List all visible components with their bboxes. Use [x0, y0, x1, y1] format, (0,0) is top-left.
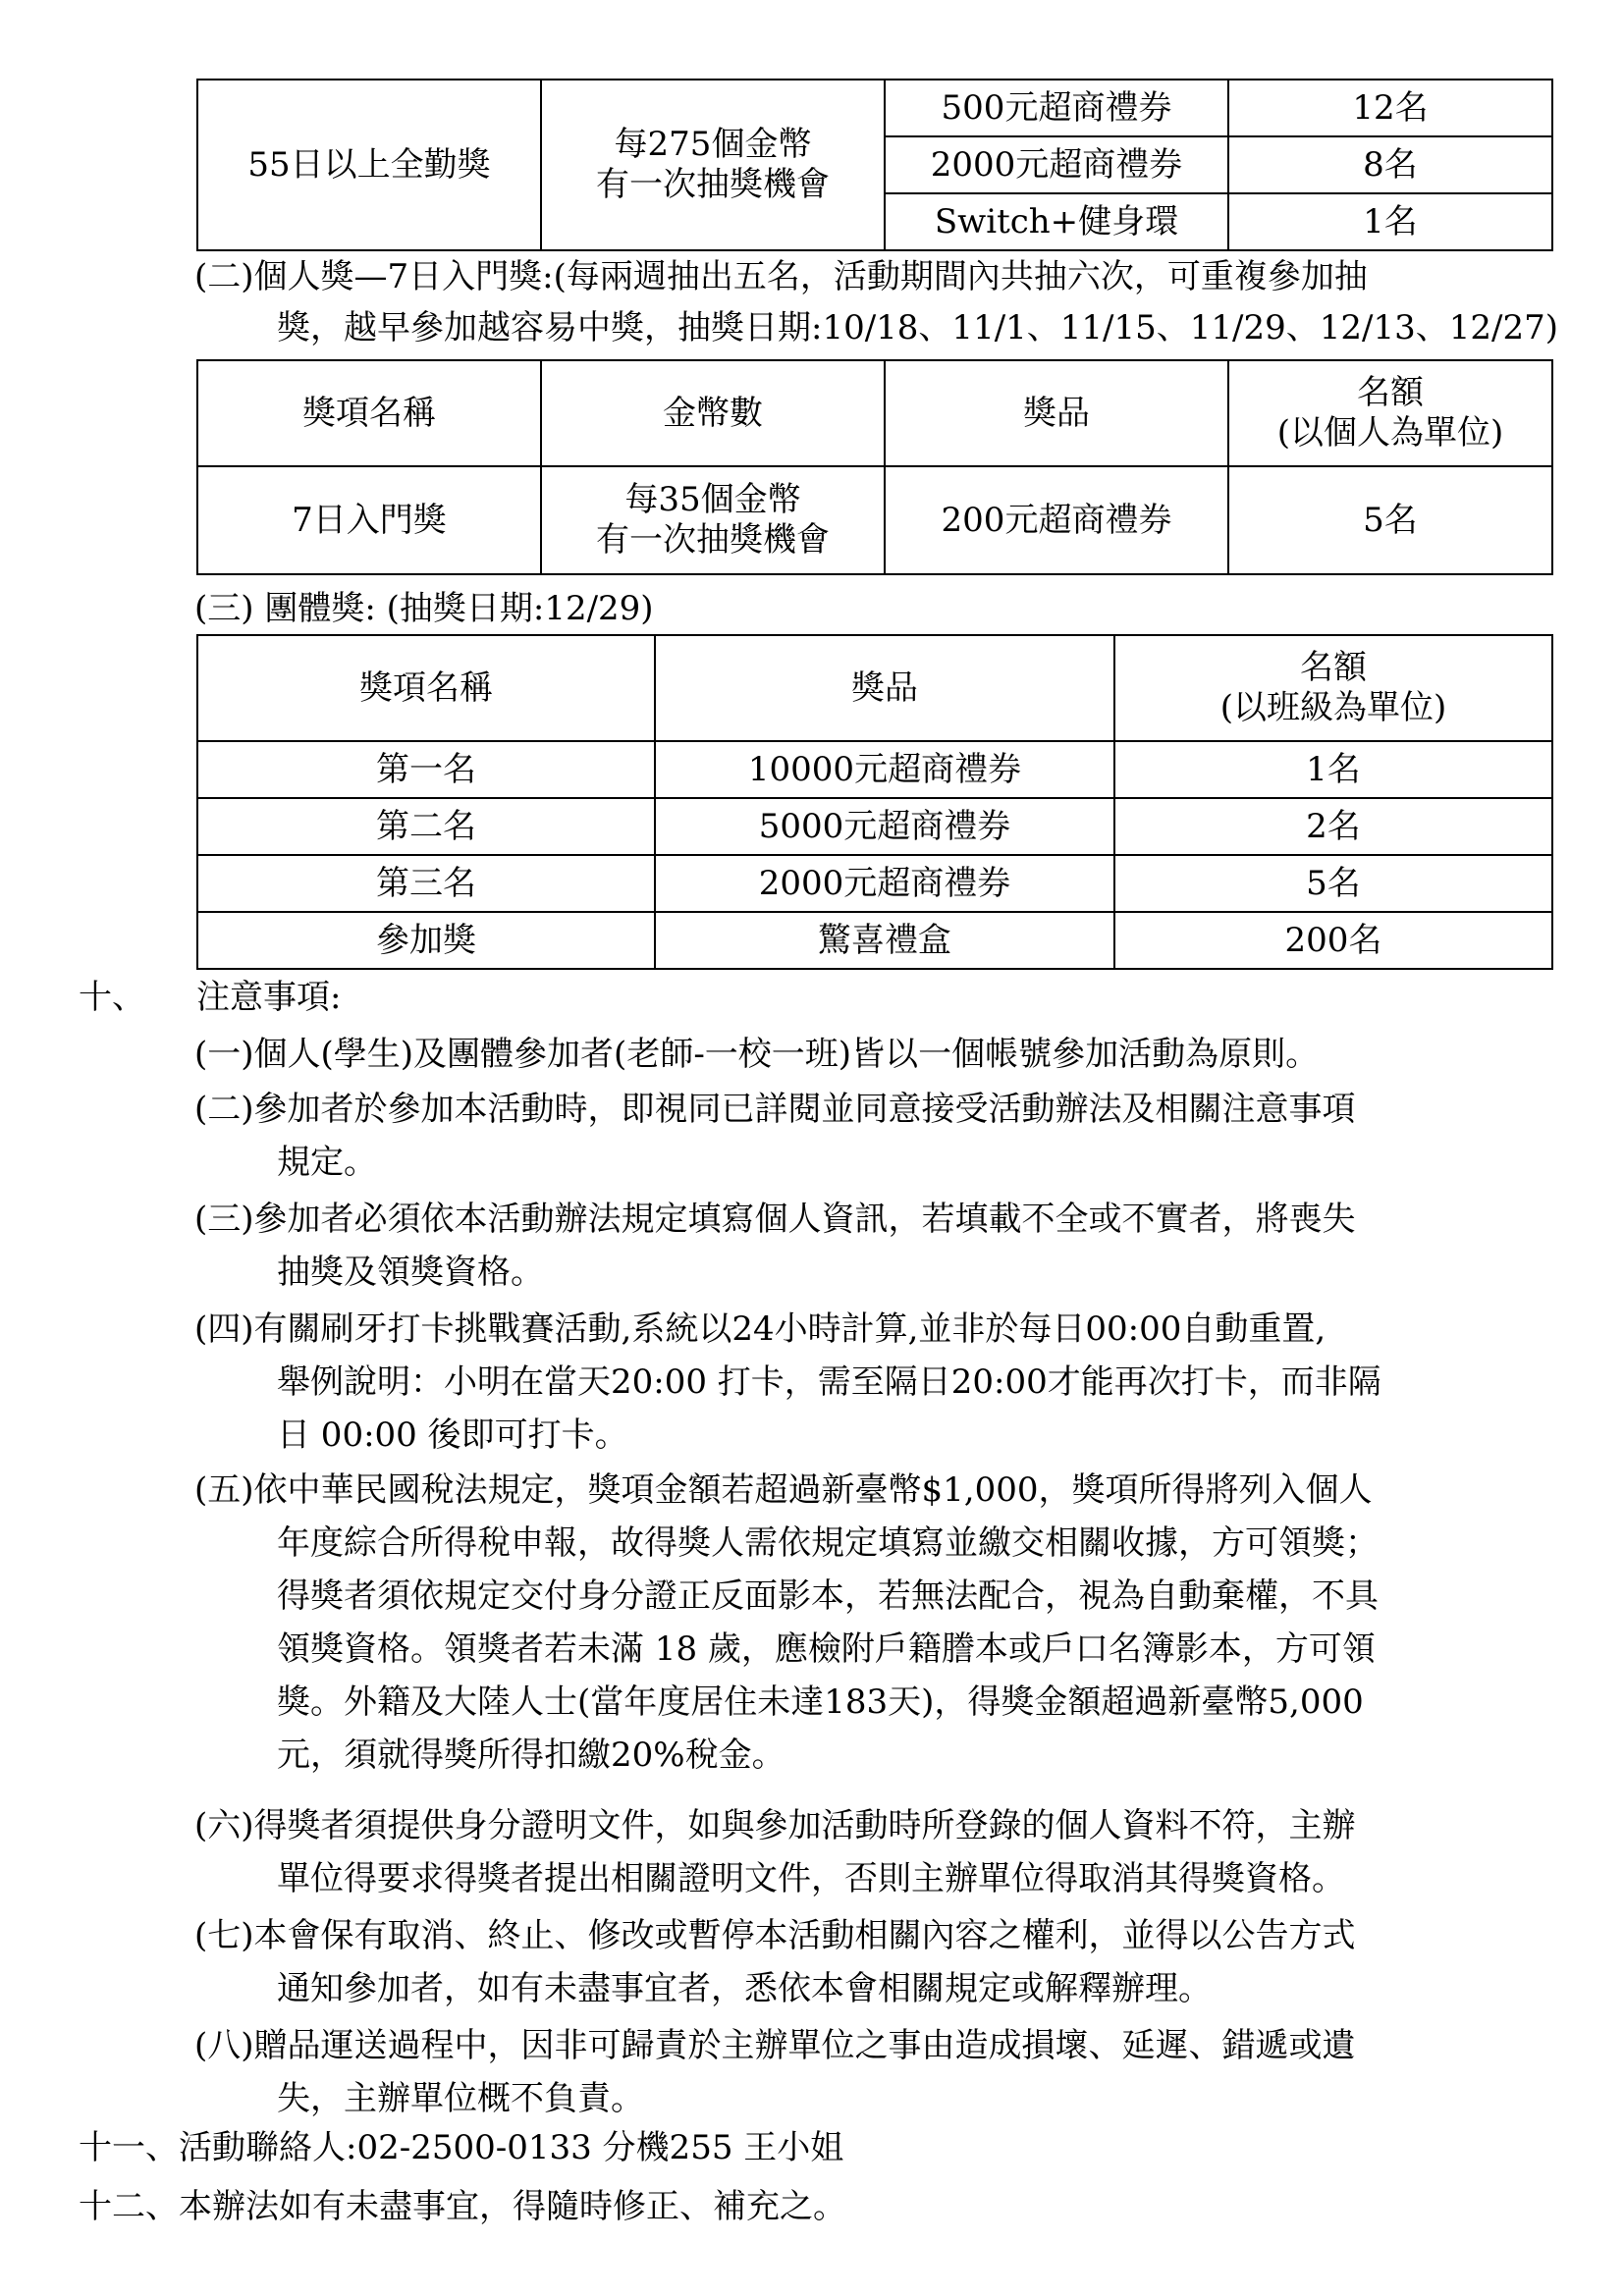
quota-cell: 12名 — [1228, 80, 1552, 136]
section-10-title: 注意事項: — [196, 978, 342, 1017]
note-item-continuation: 元，須就得獎所得扣繳20%稅金。 — [277, 1735, 785, 1775]
quota-cell: 5名 — [1228, 466, 1552, 574]
note-item-continuation: 獎。外籍及大陸人士(當年度居住未達183天)，得獎金額超過新臺幣5,000 — [277, 1682, 1364, 1722]
note-item: (四)有關刷牙打卡挑戰賽活動,系統以24小時計算,並非於每日00:00自動重置, — [194, 1309, 1326, 1349]
prize-cell: 驚喜禮盒 — [655, 912, 1114, 969]
note-item: (八)贈品運送過程中，因非可歸責於主辦單位之事由造成損壞、延遲、錯遞或遺 — [194, 2026, 1356, 2065]
prize-cell: 500元超商禮券 — [885, 80, 1228, 136]
note-item-continuation: 失，主辦單位概不負責。 — [277, 2079, 644, 2118]
contact-line: 十一、活動聯絡人:02-2500-0133 分機255 王小姐 — [79, 2128, 844, 2167]
amendment-line: 十二、本辦法如有未盡事宜，得隨時修正、補充之。 — [79, 2187, 846, 2226]
award-name-cell: 7日入門獎 — [197, 466, 541, 574]
prize-cell: Switch+健身環 — [885, 193, 1228, 250]
prize-cell: 200元超商禮券 — [885, 466, 1228, 574]
draw-rule-cell: 每275個金幣 有一次抽獎機會 — [541, 80, 885, 250]
rank-cell: 第二名 — [197, 798, 655, 855]
header-quota-cell: 名額 (以個人為單位) — [1228, 360, 1552, 466]
prize-cell: 5000元超商禮券 — [655, 798, 1114, 855]
note-item-continuation: 年度綜合所得稅申報，故得獎人需依規定填寫並繳交相關收據，方可領獎； — [277, 1523, 1379, 1563]
award-name-cell: 55日以上全勤獎 — [197, 80, 541, 250]
section-3-heading: (三) 團體獎: (抽獎日期:12/29) — [194, 589, 654, 628]
rank-cell: 參加獎 — [197, 912, 655, 969]
note-item: (七)本會保有取消、終止、修改或暫停本活動相關內容之權利，並得以公告方式 — [194, 1916, 1356, 1955]
section-2-heading-cont: 獎，越早參加越容易中獎，抽獎日期:10/18、11/1、11/15、11/29、12/13、12/27) — [277, 308, 1558, 347]
quota-cell: 5名 — [1114, 855, 1552, 912]
group-prize-table — [196, 634, 1553, 970]
note-item-continuation: 通知參加者，如有未盡事宜者，悉依本會相關規定或解釋辦理。 — [277, 1969, 1212, 2008]
prize-cell: 2000元超商禮券 — [655, 855, 1114, 912]
header-cell: 獎品 — [885, 360, 1228, 466]
individual-prize-table — [196, 359, 1553, 575]
quota-cell: 1名 — [1114, 741, 1552, 798]
note-item-continuation: 單位得要求得獎者提出相關證明文件，否則主辦單位得取消其得獎資格。 — [277, 1859, 1345, 1898]
header-cell: 獎項名稱 — [197, 635, 655, 741]
attendance-prize-table — [196, 79, 1553, 251]
quota-cell: 1名 — [1228, 193, 1552, 250]
section-2-heading: (二)個人獎—7日入門獎:(每兩週抽出五名，活動期間內共抽六次，可重複參加抽 — [194, 257, 1368, 296]
quota-cell: 200名 — [1114, 912, 1552, 969]
quota-cell: 2名 — [1114, 798, 1552, 855]
note-item-continuation: 得獎者須依規定交付身分證正反面影本，若無法配合，視為自動棄權，不具 — [277, 1576, 1379, 1616]
note-item: (一)個人(學生)及團體參加者(老師-一校一班)皆以一個帳號參加活動為原則。 — [194, 1035, 1320, 1074]
note-item: (六)得獎者須提供身分證明文件，如與參加活動時所登錄的個人資料不符，主辦 — [194, 1806, 1356, 1845]
note-item: (三)參加者必須依本活動辦法規定填寫個人資訊，若填載不全或不實者，將喪失 — [194, 1200, 1356, 1239]
note-item: (五)依中華民國稅法規定，獎項金額若超過新臺幣$1,000，獎項所得將列入個人 — [194, 1470, 1373, 1510]
header-cell: 獎品 — [655, 635, 1114, 741]
quota-cell: 8名 — [1228, 136, 1552, 193]
coins-cell: 每35個金幣 有一次抽獎機會 — [541, 466, 885, 574]
note-item-continuation: 日 00:00 後即可打卡。 — [277, 1415, 628, 1455]
header-cell: 獎項名稱 — [197, 360, 541, 466]
note-item-continuation: 領獎資格。領獎者若未滿 18 歲，應檢附戶籍謄本或戶口名簿影本，方可領 — [277, 1629, 1376, 1669]
prize-cell: 2000元超商禮券 — [885, 136, 1228, 193]
rank-cell: 第一名 — [197, 741, 655, 798]
section-10-number: 十、 — [79, 978, 145, 1017]
note-item-continuation: 抽獎及領獎資格。 — [277, 1253, 544, 1292]
rank-cell: 第三名 — [197, 855, 655, 912]
header-cell: 金幣數 — [541, 360, 885, 466]
note-item-continuation: 規定。 — [277, 1143, 377, 1182]
note-item-continuation: 舉例說明：小明在當天20:00 打卡，需至隔日20:00才能再次打卡，而非隔 — [277, 1362, 1381, 1402]
prize-cell: 10000元超商禮券 — [655, 741, 1114, 798]
header-quota-cell: 名額 (以班級為單位) — [1114, 635, 1552, 741]
note-item: (二)參加者於參加本活動時，即視同已詳閱並同意接受活動辦法及相關注意事項 — [194, 1090, 1356, 1129]
